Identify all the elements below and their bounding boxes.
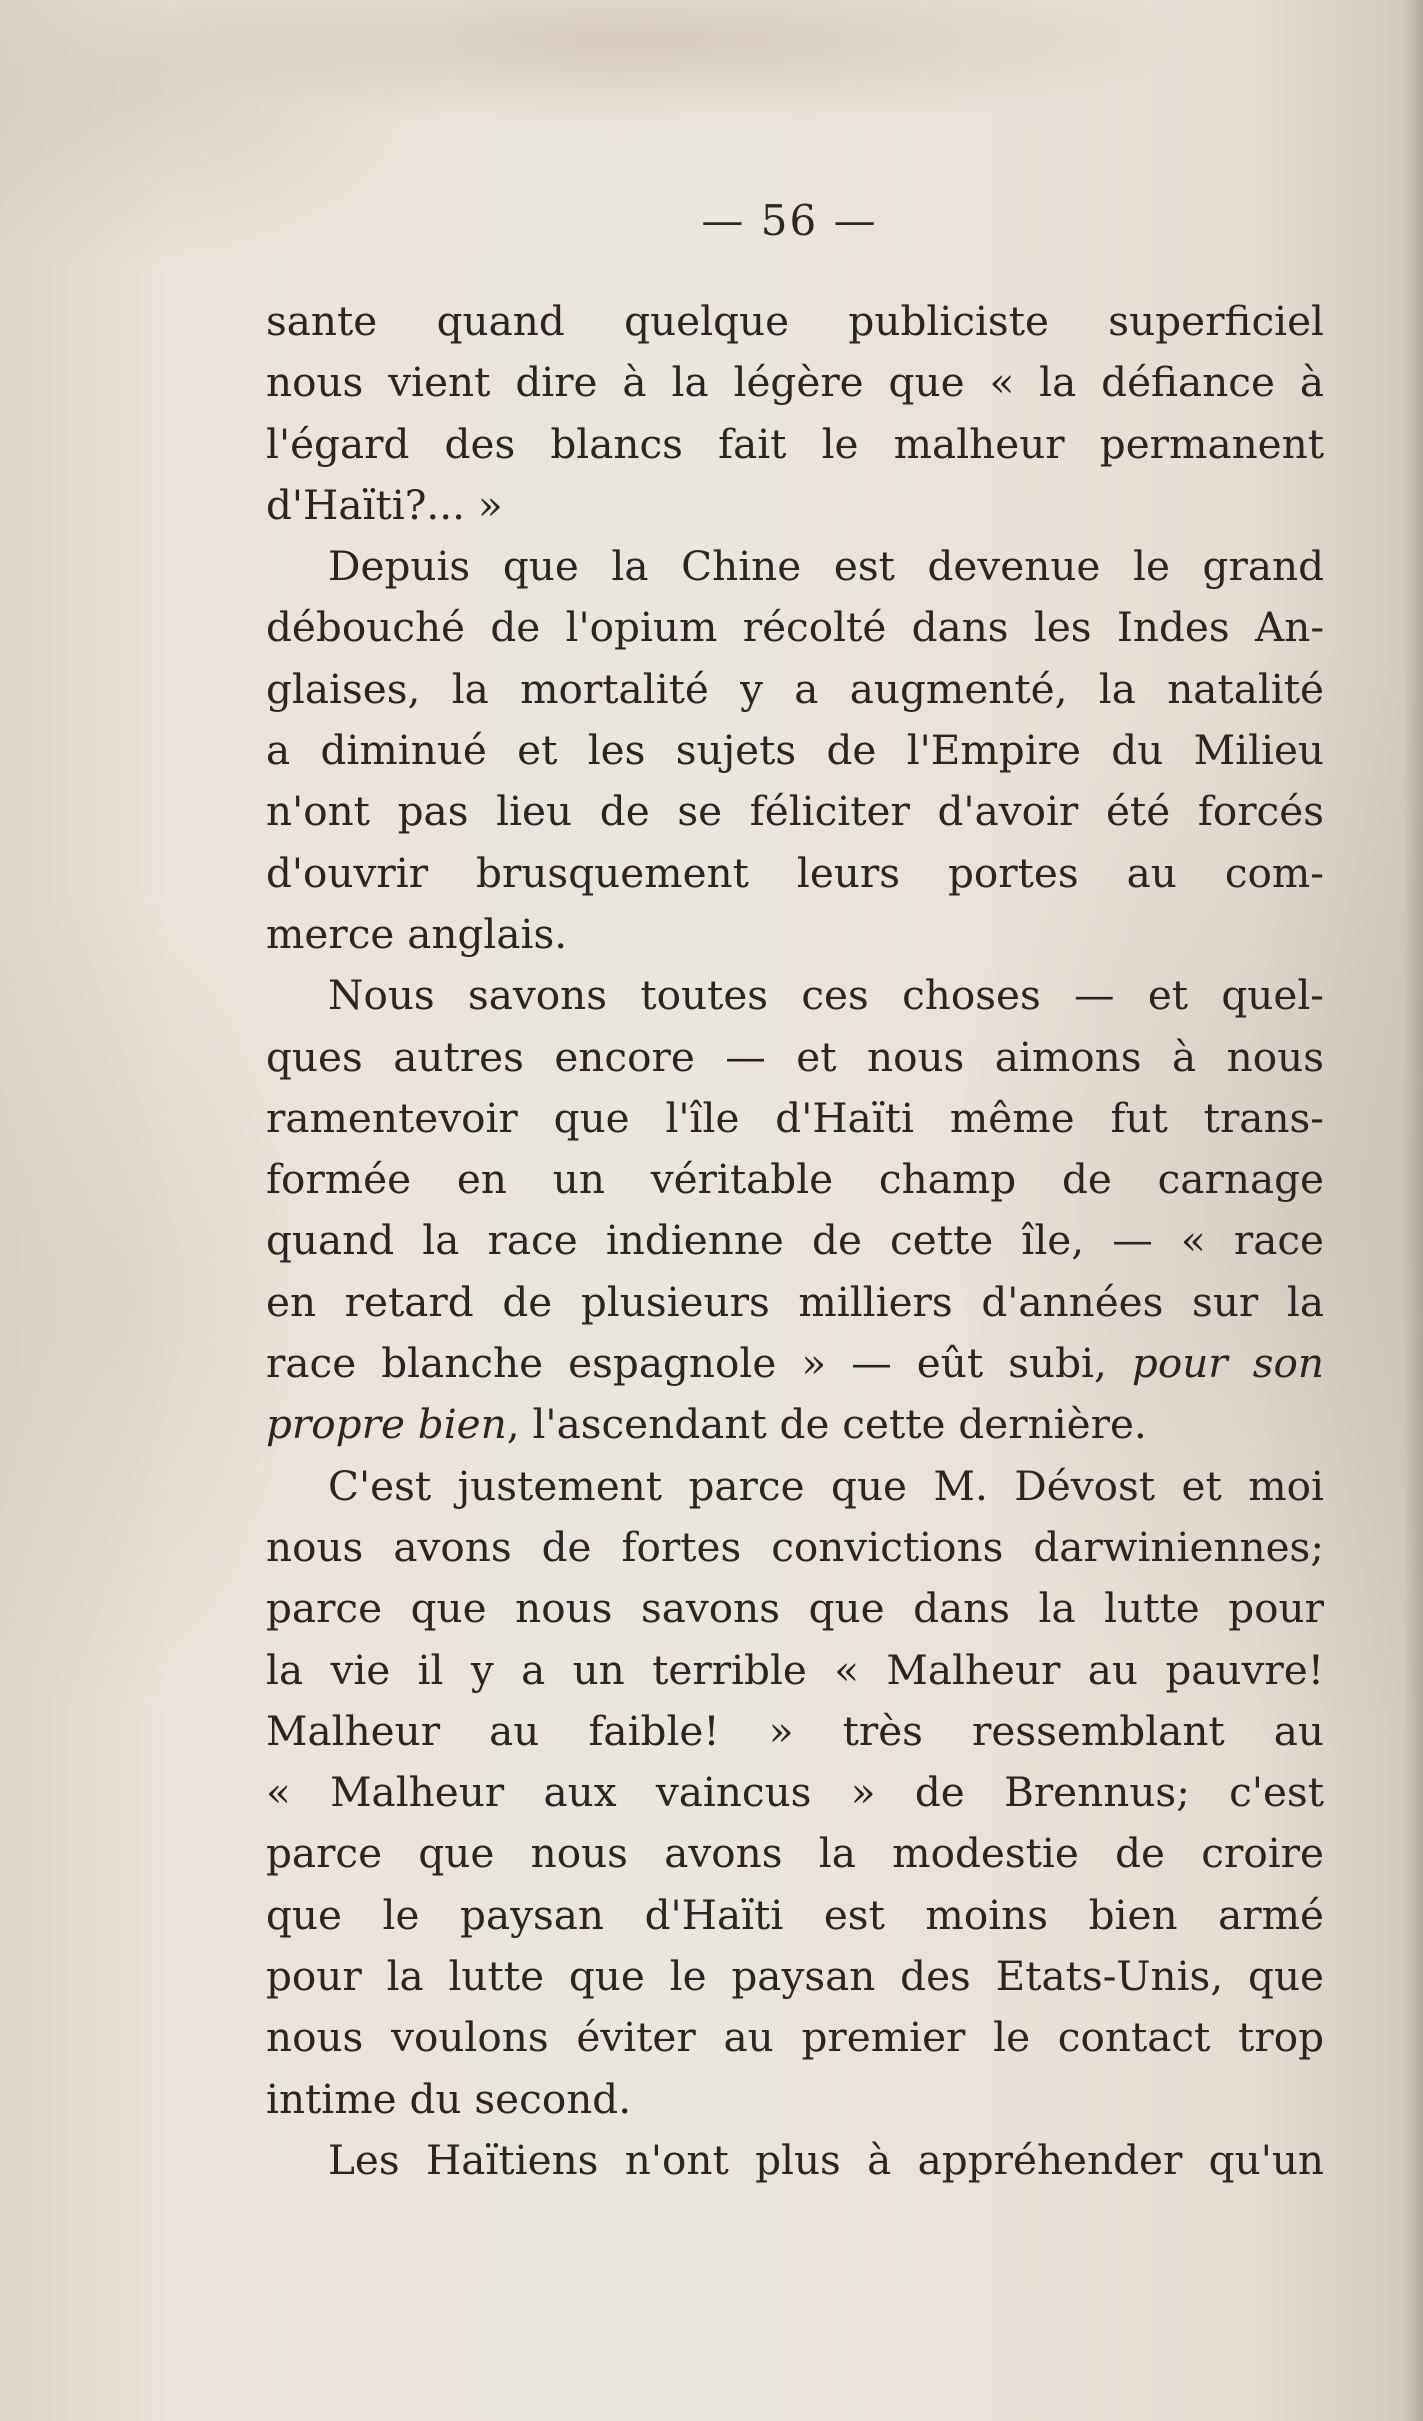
text-line xyxy=(266,352,1324,413)
text-segment: merce anglais. xyxy=(266,909,568,958)
text-segment: parce que nous avons la modestie de croire xyxy=(266,1829,1324,1878)
text-segment: race blanche espagnole » — eût subi, xyxy=(266,1339,1132,1388)
text-line xyxy=(266,597,1324,658)
body-text xyxy=(266,291,1324,2191)
text-line xyxy=(266,475,1324,536)
text-segment: Nous savons toutes ces choses — et quel- xyxy=(328,971,1324,1020)
text-line xyxy=(266,291,1324,352)
text-line xyxy=(266,1701,1324,1762)
text-segment: d'Haïti?... » xyxy=(266,480,503,529)
text-segment: « Malheur aux vaincus » de Brennus; c'est xyxy=(266,1768,1324,1817)
text-segment: débouché de l'opium récolté dans les Indes An- xyxy=(266,603,1324,652)
text-line xyxy=(266,2007,1324,2068)
text-line xyxy=(266,1578,1324,1639)
text-segment: quand la race indienne de cette île, — « race xyxy=(266,1216,1324,1265)
text-segment: nous avons de fortes convictions darwiniennes; xyxy=(266,1522,1324,1571)
text-line xyxy=(266,1456,1324,1517)
text-segment: la vie il y a un terrible « Malheur au pauvre! xyxy=(266,1645,1324,1694)
text-segment: a diminué et les sujets de l'Empire du Milieu xyxy=(266,726,1324,775)
text-segment: formée en un véritable champ de carnage xyxy=(266,1155,1324,1204)
text-segment: nous voulons éviter au premier le contact trop xyxy=(266,2013,1324,2062)
italic-text: pour son xyxy=(1131,1339,1324,1388)
page-edge-shadow xyxy=(1403,0,1423,2421)
text-segment: Malheur au faible! » très ressemblant au xyxy=(266,1706,1324,1755)
text-line xyxy=(266,1210,1324,1271)
text-segment: ques autres encore — et nous aimons à nous xyxy=(266,1032,1324,1081)
text-line xyxy=(266,781,1324,842)
text-line xyxy=(266,1027,1324,1088)
text-segment: l'égard des blancs fait le malheur permanent xyxy=(266,419,1324,468)
text-line xyxy=(266,904,1324,965)
text-segment: Depuis que la Chine est devenue le grand xyxy=(328,542,1324,591)
text-line xyxy=(266,720,1324,781)
text-segment: C'est justement parce que M. Dévost et moi xyxy=(328,1461,1324,1510)
text-line xyxy=(266,1149,1324,1210)
text-segment: que le paysan d'Haïti est moins bien armé xyxy=(266,1890,1324,1939)
text-line xyxy=(266,1885,1324,1946)
text-line xyxy=(266,1823,1324,1884)
text-line xyxy=(266,1272,1324,1333)
text-segment: n'ont pas lieu de se féliciter d'avoir été forcés xyxy=(266,787,1324,836)
text-segment: , l'ascendant de cette dernière. xyxy=(506,1400,1147,1449)
text-segment: glaises, la mortalité y a augmenté, la natalité xyxy=(266,664,1324,713)
text-segment: parce que nous savons que dans la lutte pour xyxy=(266,1584,1324,1633)
text-line xyxy=(266,1640,1324,1701)
page-number: — 56 — xyxy=(701,196,878,245)
text-line xyxy=(266,659,1324,720)
text-line xyxy=(266,1946,1324,2007)
text-segment: ramentevoir que l'île d'Haïti même fut trans- xyxy=(266,1093,1324,1142)
text-segment: sante quand quelque publiciste superficiel xyxy=(266,297,1324,345)
text-line xyxy=(266,536,1324,597)
text-line xyxy=(266,843,1324,904)
text-segment: d'ouvrir brusquement leurs portes au com- xyxy=(266,848,1324,897)
text-line xyxy=(266,1088,1324,1149)
text-line xyxy=(266,1333,1324,1394)
text-segment: nous vient dire à la légère que « la défiance à xyxy=(266,358,1324,407)
text-segment: pour la lutte que le paysan des Etats-Unis, que xyxy=(266,1952,1324,2001)
text-line xyxy=(266,1394,1324,1455)
text-line xyxy=(266,965,1324,1026)
text-line xyxy=(266,2069,1324,2130)
italic-text: propre bien xyxy=(266,1400,507,1449)
text-line xyxy=(266,414,1324,475)
text-line xyxy=(266,2130,1324,2191)
text-line xyxy=(266,1762,1324,1823)
text-segment: intime du second. xyxy=(266,2074,632,2123)
text-line xyxy=(266,1517,1324,1578)
text-segment: Les Haïtiens n'ont plus à appréhender qu'un xyxy=(328,2135,1324,2184)
text-segment: en retard de plusieurs milliers d'années sur la xyxy=(266,1277,1324,1326)
